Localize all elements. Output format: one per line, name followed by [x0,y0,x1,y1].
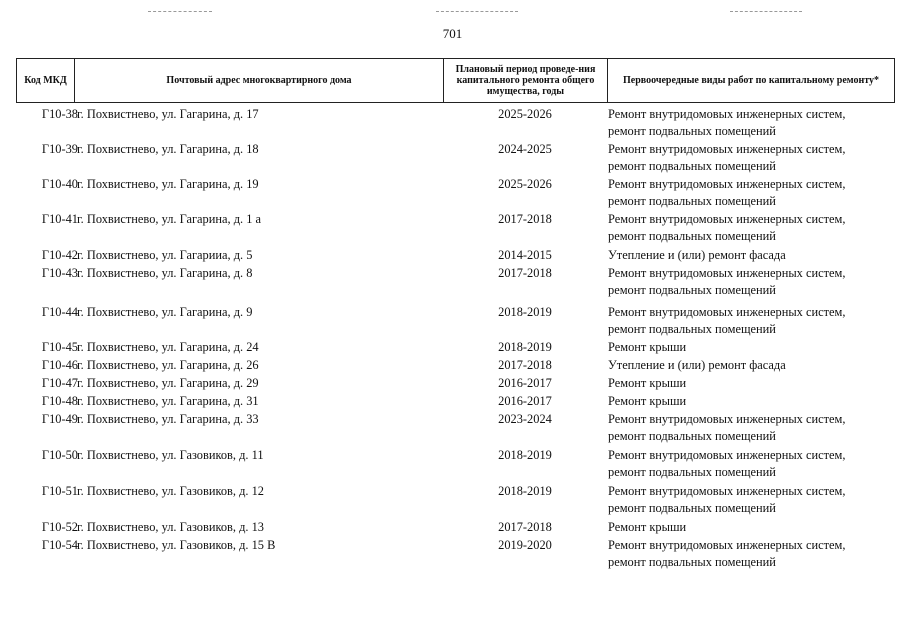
row-work-line: Ремонт внутридомовых инженерных систем, [608,142,846,156]
row-code: Г10-50 [41,448,78,462]
row-code: Г10-49 [41,412,78,426]
row-address: г. Похвистнево, ул. Гагарина, д. 17 [77,107,259,121]
row-works [608,265,892,299]
row-work-line: Ремонт крыши [608,394,687,408]
row-work-line: Ремонт внутридомовых инженерных систем, [608,212,846,226]
row-address: г. Похвистнево, ул. Гагарина, д. 9 [77,305,253,319]
row-works [608,247,892,264]
row-address: г. Похвистнево, ул. Гагарина, д. 33 [77,412,259,426]
row-address: г. Похвистнево, ул. Гагарина, д. 18 [77,142,259,156]
row-code: Г10-41 [41,212,78,226]
row-code: Г10-43 [41,266,78,280]
row-address: г. Похвистнево, ул. Газовиков, д. 13 [77,520,264,534]
row-period: 2016-2017 [498,394,552,408]
row-work-line: ремонт подвальных помещений [608,465,776,479]
row-work-line: ремонт подвальных помещений [608,322,776,336]
row-address: г. Похвистнево, ул. Гагарина, д. 29 [77,376,259,390]
row-address: г. Похвистнево, ул. Гагарина, д. 1 а [77,212,262,226]
row-work-line: Ремонт внутридомовых инженерных систем, [608,107,846,121]
row-work-line: Утепление и (или) ремонт фасада [608,248,786,262]
row-work-line: Ремонт внутридомовых инженерных систем, [608,177,846,191]
row-work-line: Ремонт внутридомовых инженерных систем, [608,412,846,426]
row-code: Г10-39 [41,142,78,156]
row-code: Г10-48 [41,394,78,408]
row-works [608,483,892,517]
top-rule-right [730,11,802,12]
row-period: 2017-2018 [498,358,552,372]
header-works: Первоочередные виды работ по капитальному ремонту* [608,59,895,103]
row-works [608,176,892,210]
row-address: г. Похвистнево, ул. Газовиков, д. 11 [77,448,264,462]
row-code: Г10-52 [41,520,78,534]
row-address: г. Похвистнево, ул. Гагарина, д. 26 [77,358,259,372]
row-address: г. Похвистнево, ул. Гагарина, д. 8 [77,266,253,280]
top-rule-center [436,11,518,12]
row-works [608,339,892,356]
row-works [608,141,892,175]
row-works [608,211,892,245]
row-address: г. Похвистнево, ул. Газовиков, д. 15 В [77,538,276,552]
row-code: Г10-51 [41,484,78,498]
row-work-line: ремонт подвальных помещений [608,229,776,243]
row-works [608,537,892,571]
row-period: 2014-2015 [498,248,552,262]
row-address: г. Похвистнево, ул. Газовиков, д. 12 [77,484,264,498]
row-code: Г10-40 [41,177,78,191]
row-code: Г10-54 [41,538,78,552]
row-works [608,375,892,392]
row-code: Г10-42 [41,248,78,262]
row-works [608,519,892,536]
table-header [16,58,895,103]
top-rule-left [148,11,212,12]
row-period: 2024-2025 [498,142,552,156]
row-period: 2018-2019 [498,448,552,462]
row-work-line: Ремонт крыши [608,340,687,354]
row-work-line: Утепление и (или) ремонт фасада [608,358,786,372]
header-code: Код МКД [17,59,75,103]
row-work-line: Ремонт крыши [608,520,687,534]
row-period: 2018-2019 [498,484,552,498]
row-work-line: ремонт подвальных помещений [608,429,776,443]
row-work-line: ремонт подвальных помещений [608,555,776,569]
row-work-line: Ремонт внутридомовых инженерных систем, [608,484,846,498]
row-period: 2018-2019 [498,305,552,319]
row-work-line: ремонт подвальных помещений [608,501,776,515]
row-code: Г10-46 [41,358,78,372]
row-period: 2017-2018 [498,266,552,280]
row-period: 2017-2018 [498,520,552,534]
row-works [608,447,892,481]
row-work-line: Ремонт крыши [608,376,687,390]
row-period: 2017-2018 [498,212,552,226]
row-code: Г10-38 [41,107,78,121]
row-address: г. Похвистнево, ул. Гагарииа, д. 5 [77,248,253,262]
row-address: г. Похвистнево, ул. Гагарина, д. 24 [77,340,259,354]
row-address: г. Похвистнево, ул. Гагарина, д. 31 [77,394,259,408]
header-address: Почтовый адрес многоквартирного дома [75,59,444,103]
row-period: 2016-2017 [498,376,552,390]
row-works [608,106,892,140]
row-code: Г10-45 [41,340,78,354]
row-code: Г10-47 [41,376,78,390]
row-work-line: ремонт подвальных помещений [608,283,776,297]
row-work-line: ремонт подвальных помещений [608,194,776,208]
row-work-line: Ремонт внутридомовых инженерных систем, [608,538,846,552]
row-work-line: ремонт подвальных помещений [608,159,776,173]
row-works [608,357,892,374]
row-period: 2018-2019 [498,340,552,354]
row-work-line: Ремонт внутридомовых инженерных систем, [608,448,846,462]
row-period: 2019-2020 [498,538,552,552]
row-address: г. Похвистнево, ул. Гагарина, д. 19 [77,177,259,191]
row-work-line: ремонт подвальных помещений [608,124,776,138]
row-work-line: Ремонт внутридомовых инженерных систем, [608,266,846,280]
row-works [608,393,892,410]
row-period: 2025-2026 [498,107,552,121]
header-period: Плановый период проведе-ния капитального ремонта общего имущества, годы [444,59,608,103]
row-work-line: Ремонт внутридомовых инженерных систем, [608,305,846,319]
row-code: Г10-44 [41,305,78,319]
row-period: 2023-2024 [498,412,552,426]
page-number: 701 [442,26,463,41]
row-period: 2025-2026 [498,177,552,191]
row-works [608,304,892,338]
row-works [608,411,892,445]
